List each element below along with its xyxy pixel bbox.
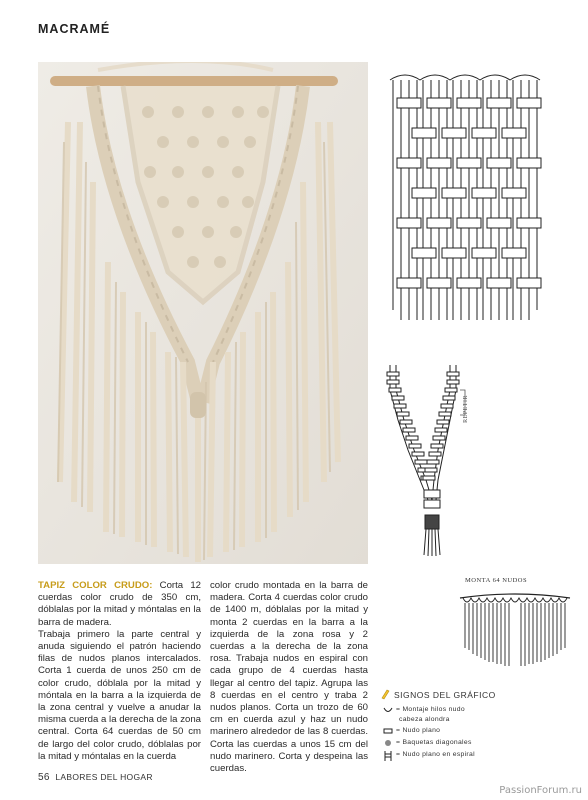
spiral-knot-chart: [380, 360, 490, 560]
repeat-label: REPETIR: [463, 395, 469, 423]
legend-item-diagonal-label: = Baquetas diagonales: [396, 739, 472, 746]
chart-legend: [380, 688, 570, 762]
legend-pencil-icon: [380, 688, 390, 702]
macrame-photo: [38, 62, 368, 564]
page-number: 56: [38, 772, 50, 783]
legend-item-spiral-label: = Nudo plano en espiral: [396, 751, 475, 758]
paragraph-2: Trabaja primero la parte central y anuda siguiendo el patrón haciendo filas de nudos planos intercalados. Corta 1 cuerda de unos 250 cm de color crudo, dóblala por la mitad y móntala en la barra a la izquierda de la zona central y vuelve a anudar la misma cuerda a la derecha de la zona central. Corta 64 cuerdas de 50 cm de largo del color crudo, dóblalas por la mitad y móntalas en la cuerda: [38, 628, 201, 762]
instructions-column-1: [38, 580, 201, 763]
spiral-knot-icon: [380, 750, 396, 766]
legend-item-mount-sub: cabeza alondra: [399, 716, 450, 723]
legend-item-spiral: [380, 750, 570, 762]
paragraph-1: [38, 580, 201, 629]
legend-title-row: [380, 688, 570, 702]
watermark: PassionForum.ru: [499, 785, 582, 796]
project-heading: TAPIZ COLOR CRUDO:: [38, 580, 153, 591]
mount-label: MONTA 64 NUDOS: [465, 577, 528, 584]
paragraph-1-text: Corta 12 cuerdas color crudo de 350 cm, dóblalas por la mitad y móntalas en la barra de madera.: [38, 580, 201, 628]
section-title: MACRAMÉ: [38, 22, 111, 36]
instructions-column-2: [210, 580, 368, 775]
magazine-name: LABORES DEL HOGAR: [55, 772, 153, 782]
lark-head-icon: [380, 705, 396, 719]
legend-item-diagonal: [380, 738, 570, 750]
page-footer: [38, 772, 153, 783]
legend-item-mount-label: = Montaje hilos nudo: [396, 706, 465, 713]
legend-item-square-knot: [380, 726, 570, 738]
paragraph-3: color crudo montada en la barra de madera. Corta 4 cuerdas color crudo de 1400 m, dóblalas por la mitad y monta 2 cuerdas en la barra a la izquierda de la zona rosa y 2 cuerdas a la derecha de la zona rosa. Trabaja nudos en espiral con cada grupo de 4 cuerdas hasta llegar al centro del tapiz. Agrupa las 8 cuerdas en el centro y traba 2 nudos planos. Corta un trozo de 60 cm en cuerda azul y haz un nudo marinero alrededor de las 8 cuerdas. Corta las cuerdas a unos 15 cm del nudo marinero. Corta y despeina las cuerdas.: [210, 580, 368, 775]
mount-chart: [455, 588, 575, 668]
legend-title: SIGNOS DEL GRÁFICO: [394, 690, 496, 700]
knot-chart-pattern: [385, 70, 555, 340]
legend-item-square-knot-label: = Nudo plano: [396, 727, 441, 734]
